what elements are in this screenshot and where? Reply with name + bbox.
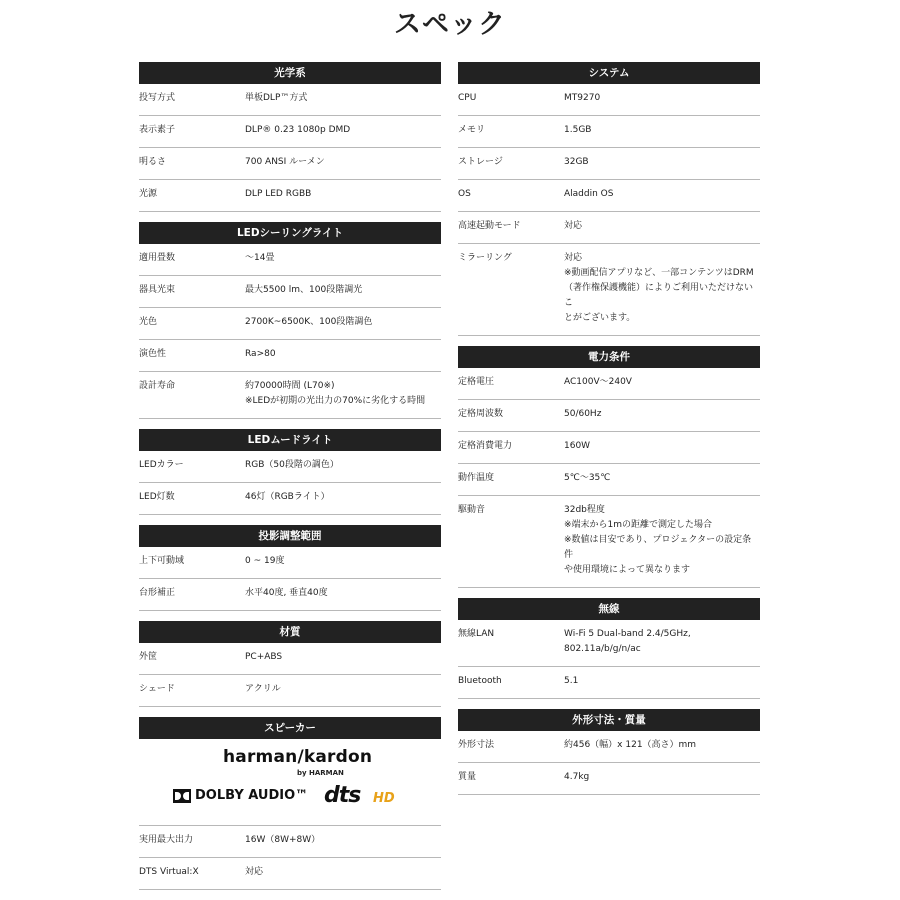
spec-value: 0 ~ 19度	[245, 556, 285, 566]
spec-value: 50/60Hz	[564, 409, 602, 419]
spec-row	[458, 212, 760, 244]
spec-value: 16W（8W+8W）	[245, 835, 321, 845]
spec-label: 高速起動モード	[458, 221, 521, 231]
spec-section	[458, 62, 760, 346]
spec-column-left	[139, 62, 441, 890]
spec-label: CPU	[458, 93, 477, 103]
spec-value: 5℃〜35℃	[564, 473, 611, 483]
spec-section	[458, 346, 760, 598]
spec-label: Bluetooth	[458, 676, 502, 686]
spec-section	[139, 222, 441, 429]
spec-row	[139, 308, 441, 340]
section-heading: 投影調整範囲	[139, 525, 441, 547]
harman-kardon-logo: harman/kardon	[223, 747, 373, 767]
spec-label: LED灯数	[139, 492, 175, 502]
spec-row	[458, 148, 760, 180]
spec-value: 32db程度 ※端末から1mの距離で測定した場合 ※数値は目安であり、プロジェクターの設定条件 や使用環境によって異なります	[564, 505, 752, 575]
spec-row	[139, 826, 441, 858]
spec-value: 単板DLP™方式	[245, 93, 308, 103]
section-heading: LEDシーリングライト	[139, 222, 441, 244]
spec-value: 46灯（RGBライト）	[245, 492, 330, 502]
spec-value: 5.1	[564, 676, 579, 686]
speaker-section	[139, 717, 441, 826]
spec-value: AC100V〜240V	[564, 377, 632, 387]
spec-row	[139, 84, 441, 116]
spec-label: OS	[458, 189, 471, 199]
section-heading: 材質	[139, 621, 441, 643]
spec-value: 1.5GB	[564, 125, 592, 135]
spec-value: DLP® 0.23 1080p DMD	[245, 125, 351, 135]
dts-hd-logo: HD	[373, 791, 395, 806]
spec-row	[139, 483, 441, 515]
spec-label: 投写方式	[139, 93, 176, 103]
section-heading: LEDムードライト	[139, 429, 441, 451]
section-heading-speaker: スピーカー	[139, 717, 441, 739]
spec-value: 4.7kg	[564, 772, 590, 782]
spec-label: 実用最大出力	[139, 835, 194, 845]
spec-value: 対応	[564, 221, 583, 231]
spec-section	[139, 525, 441, 621]
spec-label: 演色性	[139, 349, 167, 359]
spec-label: 設計寿命	[139, 381, 176, 391]
spec-row	[139, 116, 441, 148]
spec-value: RGB（50段階の調色）	[245, 460, 339, 470]
spec-label: 光源	[139, 189, 158, 199]
spec-label: メモリ	[458, 125, 486, 135]
spec-row	[458, 400, 760, 432]
spec-row	[458, 464, 760, 496]
spec-row	[458, 180, 760, 212]
spec-value: Aladdin OS	[564, 189, 614, 199]
spec-value: アクリル	[245, 684, 281, 694]
spec-label: 上下可動域	[139, 556, 185, 566]
spec-label: 明るさ	[139, 157, 167, 167]
spec-label: 外形寸法	[458, 740, 495, 750]
spec-row	[458, 667, 760, 699]
spec-value: 32GB	[564, 157, 589, 167]
spec-section	[458, 598, 760, 709]
spec-row	[458, 244, 760, 336]
spec-row	[139, 340, 441, 372]
spec-value: 約70000時間 (L70※) ※LEDが初期の光出力の70%に劣化する時間	[245, 381, 426, 406]
spec-label: DTS Virtual:X	[139, 867, 199, 877]
spec-row	[139, 276, 441, 308]
spec-label: LEDカラー	[139, 460, 184, 470]
spec-label: 動作温度	[458, 473, 495, 483]
spec-value: 約456（幅）x 121（高さ）mm	[564, 740, 697, 750]
spec-row	[139, 579, 441, 611]
spec-row	[139, 451, 441, 483]
dolby-mark-icon	[173, 789, 191, 803]
spec-label: ミラーリング	[458, 253, 512, 263]
section-heading: 光学系	[139, 62, 441, 84]
spec-value: DLP LED RGBB	[245, 189, 312, 199]
spec-row	[139, 643, 441, 675]
spec-label: 定格消費電力	[458, 441, 513, 451]
spec-label: 台形補正	[139, 588, 176, 598]
spec-value: PC+ABS	[245, 652, 283, 662]
spec-section	[458, 709, 760, 805]
dolby-audio-text: DOLBY AUDIO™	[195, 788, 309, 803]
audio-logos	[139, 739, 441, 826]
spec-value: 最大5500 lm、100段階調光	[245, 285, 363, 295]
spec-label: ストレージ	[458, 157, 503, 167]
spec-row	[458, 432, 760, 464]
spec-row	[139, 675, 441, 707]
spec-row	[458, 763, 760, 795]
spec-row	[458, 731, 760, 763]
spec-row	[139, 244, 441, 276]
spec-value: Wi-Fi 5 Dual-band 2.4/5GHz, 802.11a/b/g/n/ac	[564, 629, 691, 654]
spec-label: 適用畳数	[139, 253, 176, 263]
page-title: スペック	[394, 9, 506, 40]
spec-row	[139, 148, 441, 180]
dolby-audio-logo	[173, 788, 308, 803]
spec-row	[139, 180, 441, 212]
spec-label: 表示素子	[139, 125, 176, 135]
spec-row	[139, 858, 441, 890]
spec-value: 〜14畳	[245, 253, 275, 263]
spec-value: 対応	[245, 867, 264, 877]
section-heading: 電力条件	[458, 346, 760, 368]
spec-value: Ra>80	[245, 349, 276, 359]
spec-label: 器具光束	[139, 285, 176, 295]
spec-value: 700 ANSI ルーメン	[245, 157, 325, 167]
spec-section	[139, 621, 441, 717]
spec-column-right	[458, 62, 760, 805]
spec-row	[458, 368, 760, 400]
spec-label: 駆動音	[458, 505, 486, 515]
section-heading: 無線	[458, 598, 760, 620]
spec-section	[139, 429, 441, 525]
section-heading: 外形寸法・質量	[458, 709, 760, 731]
spec-label: 光色	[139, 317, 158, 327]
spec-label: 無線LAN	[458, 629, 495, 639]
spec-value: 水平40度, 垂直40度	[245, 588, 328, 598]
spec-label: シェード	[139, 684, 175, 694]
spec-value: 160W	[564, 441, 591, 451]
spec-label: 質量	[458, 772, 477, 782]
spec-row	[458, 84, 760, 116]
spec-row	[458, 620, 760, 667]
spec-value: 対応 ※動画配信アプリなど、一部コンテンツはDRM （著作権保護機能）によりご利用いただけないこ とがございます。	[564, 253, 754, 323]
spec-value: MT9270	[564, 93, 601, 103]
dts-logo: dts	[324, 783, 361, 808]
section-heading: システム	[458, 62, 760, 84]
spec-row	[458, 496, 760, 588]
spec-label: 定格周波数	[458, 409, 504, 419]
spec-row	[458, 116, 760, 148]
spec-value: 2700K~6500K、100段階調色	[245, 317, 373, 327]
spec-label: 定格電圧	[458, 377, 495, 387]
spec-label: 外筐	[139, 652, 158, 662]
harman-kardon-logo-sub: by HARMAN	[297, 769, 344, 777]
spec-section	[139, 62, 441, 222]
spec-row	[139, 372, 441, 419]
spec-row	[139, 547, 441, 579]
